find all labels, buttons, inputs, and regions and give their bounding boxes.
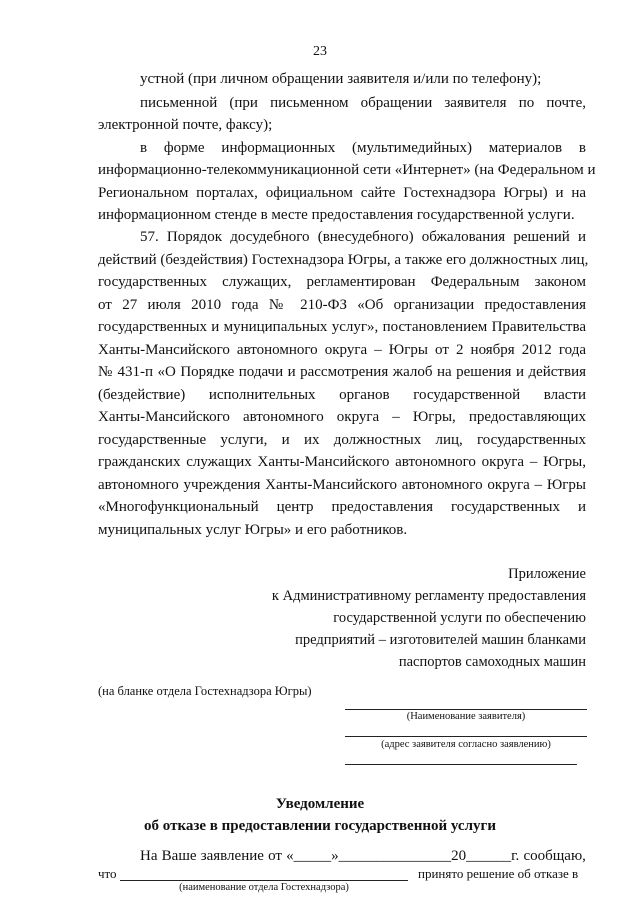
body-line: гражданских служащих Ханты-Мансийского автономного округа – Югры,: [98, 454, 586, 470]
body-line: государственные услуги, и их должностных лиц, государственных: [98, 432, 586, 448]
body-line: муниципальных услуг Югры» и его работников.: [98, 522, 408, 538]
appendix-line: паспортов самоходных машин: [398, 654, 586, 670]
row2-end: принято решение об отказе в: [418, 866, 579, 881]
body-line: государственных и муниципальных услуг», постановлением Правительства: [98, 319, 586, 335]
notice-title: Уведомление: [275, 796, 365, 812]
applicant-address-line-2: [345, 764, 577, 765]
body-line: № 431-п «О Порядке подачи и рассмотрения жалоб на решения и действия: [98, 364, 586, 380]
applicant-name-line: [345, 709, 587, 710]
applicant-address-line: [345, 736, 587, 737]
department-caption: (наименование отдела Гостехнадзора): [179, 882, 349, 893]
body-line: государственных служащих, регламентирован Федеральным законом: [98, 274, 586, 290]
letterhead-note: (на бланке отдела Гостехнадзора Югры): [98, 684, 312, 698]
body-line: действий (бездействия) Гостехнадзора Югры, а также его должностных лиц,: [98, 252, 589, 268]
page-number: 23: [313, 44, 327, 59]
body-line: автономного учреждения Ханты-Мансийского автономного округа – Югры: [98, 477, 586, 493]
body-line: Ханты-Мансийского автономного округа – Югры от 2 ноября 2012 года: [98, 342, 586, 358]
applicant-address-caption: (адрес заявителя согласно заявлению): [381, 739, 551, 750]
row-word: На: [140, 848, 158, 864]
appendix-line: к Административному регламенту предоставления: [271, 588, 586, 604]
body-line: информационно-телекоммуникационной сети «Интернет» (на Федеральном и: [98, 162, 596, 178]
body-line: в форме информационных (мультимедийных) материалов в: [140, 140, 586, 156]
body-line: от 27 июля 2010 года № 210-ФЗ «Об организации предоставления: [98, 297, 586, 313]
body-line: письменной (при письменном обращении заявителя по почте,: [140, 95, 586, 111]
notice-row-1: [140, 847, 586, 866]
row-word: заявление: [200, 848, 264, 864]
body-line: (бездействие) исполнительных органов государственной власти: [98, 387, 586, 403]
row-word: от: [268, 848, 282, 864]
department-line: [120, 880, 408, 881]
appendix-line: предприятий – изготовителей машин бланками: [295, 632, 586, 648]
row-word: сообщаю,: [523, 848, 586, 864]
body-line: Ханты-Мансийского автономного округа – Югры, предоставляющих: [98, 409, 586, 425]
body-line: устной (при личном обращении заявителя и/или по телефону);: [140, 71, 542, 87]
date-blank: «_____»_______________20______г.: [286, 848, 520, 864]
applicant-name-caption: (Наименование заявителя): [406, 711, 526, 722]
appendix-title: Приложение: [508, 566, 586, 582]
body-line: 57. Порядок досудебного (внесудебного) обжалования решений и: [140, 229, 586, 245]
body-line: «Многофункциональный центр предоставления государственных и: [98, 499, 586, 515]
appendix-line: государственной услуги по обеспечению: [333, 610, 586, 626]
body-line: электронной почте, факсу);: [98, 117, 273, 133]
row-word: Ваше: [161, 848, 197, 864]
notice-subtitle: об отказе в предоставлении государственной услуги: [144, 818, 496, 834]
body-line: Региональном порталах, официальном сайте Гостехнадзора Югры) и на: [98, 185, 586, 201]
row2-start: что: [98, 866, 117, 881]
body-line: информационном стенде в месте предоставления государственной услуги.: [98, 207, 575, 223]
